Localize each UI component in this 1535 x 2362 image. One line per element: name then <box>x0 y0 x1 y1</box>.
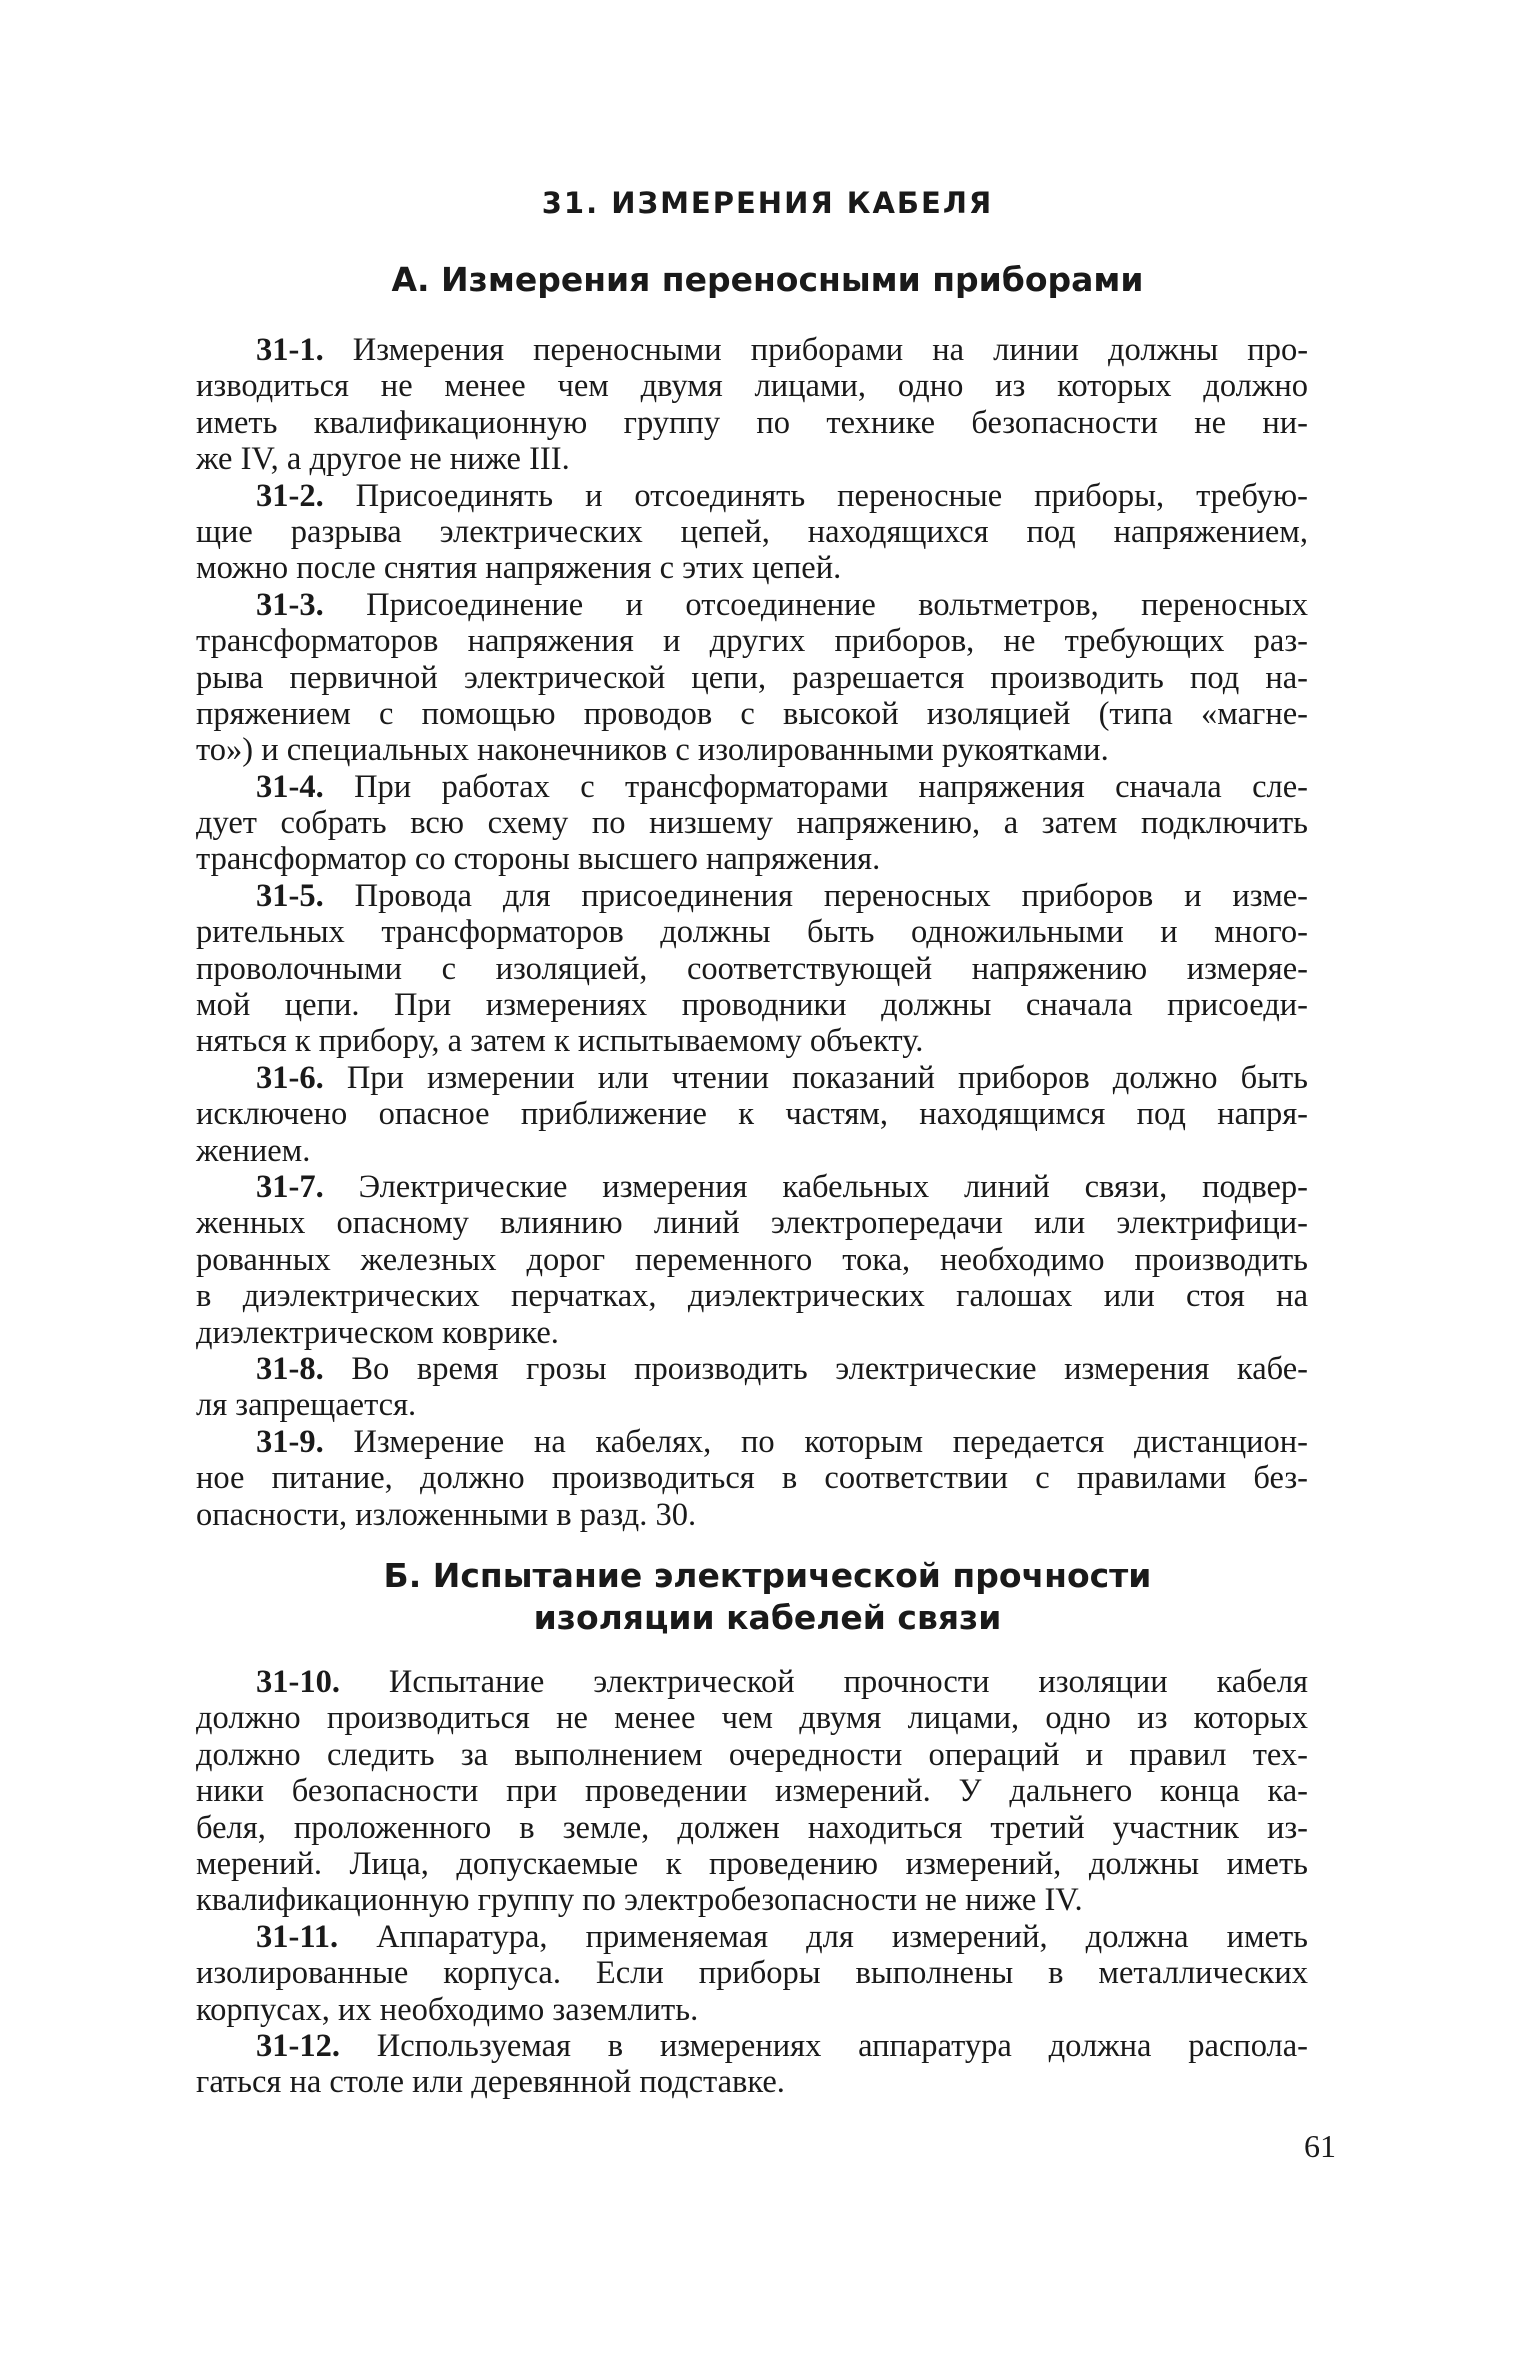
paragraph-first-line <box>196 332 1308 368</box>
paragraph <box>196 769 1308 878</box>
paragraph-line: должно следить за выполнением очередности операций и правил тех- <box>196 1736 1308 1773</box>
paragraph-line: изолированные корпуса. Если приборы выполнены в металлических <box>196 1955 1308 1992</box>
paragraph <box>196 1351 1308 1424</box>
subsection-a-title: А. Измерения переносными приборами <box>391 260 1144 299</box>
section-title: 31. ИЗМЕРЕНИЯ КАБЕЛЯ <box>541 186 994 220</box>
subsection-b-title-line2: изоляции кабелей связи <box>533 1598 1002 1637</box>
paragraph-first-line <box>196 1060 1308 1096</box>
paragraph-line-text: Провода для присоединения переносных приборов и изме- <box>354 877 1309 914</box>
paragraph-line: женных опасному влиянию линий электропередачи или электрифици- <box>196 1205 1308 1242</box>
paragraph-line: рительных трансформаторов должны быть одножильными и много- <box>196 914 1308 951</box>
paragraph-number: 31-2. <box>256 477 324 514</box>
paragraph-line: рованных железных дорог переменного тока, необходимо производить <box>196 1241 1308 1278</box>
subsection-a-body <box>196 332 1308 1533</box>
paragraph-first-line <box>196 2028 1308 2064</box>
paragraph-line-text: При работах с трансформаторами напряжения сначала сле- <box>354 768 1308 805</box>
paragraph-number: 31-5. <box>256 877 324 914</box>
paragraph <box>196 1060 1308 1169</box>
paragraph-line: то») и специальных наконечников с изолированными рукоятками. <box>196 732 1109 769</box>
paragraph-line: беля, проложенного в земле, должен находиться третий участник из- <box>196 1809 1308 1846</box>
paragraph-line: рыва первичной электрической цепи, разрешается производить под на- <box>196 659 1308 696</box>
paragraph-line: мой цепи. При измерениях проводники должны сначала присоеди- <box>196 987 1308 1024</box>
paragraph <box>196 587 1308 769</box>
paragraph-line-text: Присоединять и отсоединять переносные приборы, требую- <box>355 477 1309 514</box>
paragraph-first-line <box>196 1351 1308 1387</box>
paragraph-line-text: Электрические измерения кабельных линий связи, подвер- <box>358 1168 1308 1205</box>
paragraph-first-line <box>196 1424 1308 1460</box>
paragraph-line-text: Измерения переносными приборами на линии должны про- <box>352 332 1309 368</box>
paragraph-line: трансформаторов напряжения и других приборов, не требующих раз- <box>196 623 1308 660</box>
paragraph <box>196 878 1308 1060</box>
paragraph <box>196 332 1308 478</box>
paragraph-line: корпусах, их необходимо заземлить. <box>196 1991 699 2028</box>
paragraph-line: пряжением с помощью проводов с высокой изоляцией (типа «магне- <box>196 695 1308 732</box>
paragraph-line: же IV, а другое не ниже III. <box>196 441 570 478</box>
paragraph-number: 31-4. <box>256 768 324 805</box>
paragraph-line: изводиться не менее чем двумя лицами, одно из которых должно <box>196 368 1308 405</box>
paragraph-line-text: Во время грозы производить электрические измерения кабе- <box>351 1350 1309 1387</box>
paragraph <box>196 1919 1308 2028</box>
paragraph-number: 31-8. <box>256 1350 324 1387</box>
subsection-b-body <box>196 1664 1308 2101</box>
paragraph-line-text: Присоединение и отсоединение вольтметров, переносных <box>366 586 1308 623</box>
paragraph <box>196 1424 1308 1533</box>
paragraph-line-text: Испытание электрической прочности изоляции кабеля <box>388 1664 1308 1700</box>
paragraph-number: 31-11. <box>256 1918 339 1955</box>
paragraph <box>196 478 1308 587</box>
paragraph-number: 31-10. <box>256 1664 340 1700</box>
page-number: 61 <box>1304 2128 1336 2164</box>
paragraph-line: ники безопасности при проведении измерений. У дальнего конца ка- <box>196 1773 1308 1810</box>
subsection-b-title-line1: Б. Испытание электрической прочности <box>383 1556 1152 1595</box>
paragraph-line: квалификационную группу по электробезопасности не ниже IV. <box>196 1882 1083 1919</box>
paragraph-line: щие разрыва электрических цепей, находящихся под напряжением, <box>196 513 1308 550</box>
paragraph-line-text: Измерение на кабелях, по которым передается дистанцион- <box>353 1423 1308 1460</box>
paragraph-line: в диэлектрических перчатках, диэлектрических галошах или стоя на <box>196 1278 1308 1315</box>
paragraph-line: иметь квалификационную группу по технике безопасности не ни- <box>196 404 1308 441</box>
paragraph-first-line <box>196 769 1308 805</box>
paragraph-line: дует собрать всю схему по низшему напряжению, а затем подключить <box>196 805 1308 842</box>
paragraph-line-text: Аппаратура, применяемая для измерений, должна иметь <box>376 1918 1308 1955</box>
paragraph-line: мерений. Лица, допускаемые к проведению измерений, должны иметь <box>196 1845 1308 1882</box>
paragraph-line: ное питание, должно производиться в соответствии с правилами без- <box>196 1460 1308 1497</box>
paragraph-number: 31-9. <box>256 1423 324 1460</box>
paragraph-first-line <box>196 878 1308 914</box>
paragraph-first-line <box>196 1919 1308 1955</box>
paragraph-number: 31-6. <box>256 1059 324 1096</box>
paragraph <box>196 2028 1308 2101</box>
paragraph-line: жением. <box>196 1132 311 1169</box>
paragraph-line: трансформатор со стороны высшего напряжения. <box>196 841 881 878</box>
paragraph-number: 31-1. <box>256 332 324 368</box>
paragraph-line: можно после снятия напряжения с этих цепей. <box>196 550 842 587</box>
paragraph-line: проволочными с изоляцией, соответствующей напряжению измеряе- <box>196 950 1308 987</box>
paragraph-line: няться к прибору, а затем к испытываемому объекту. <box>196 1023 924 1060</box>
paragraph-line-text: При измерении или чтении показаний приборов должно быть <box>346 1059 1308 1096</box>
paragraph-number: 31-7. <box>256 1168 324 1205</box>
paragraph-number: 31-3. <box>256 586 324 623</box>
paragraph-line: диэлектрическом коврике. <box>196 1314 559 1351</box>
paragraph-line: гаться на столе или деревянной подставке. <box>196 2064 785 2101</box>
paragraph-first-line <box>196 1664 1308 1700</box>
paragraph-line: ля запрещается. <box>196 1387 417 1424</box>
paragraph-line: опасности, изложенными в разд. 30. <box>196 1496 697 1533</box>
paragraph-line: исключено опасное приближение к частям, находящимся под напря- <box>196 1096 1308 1133</box>
paragraph-first-line <box>196 478 1308 514</box>
paragraph-first-line <box>196 1169 1308 1205</box>
paragraph <box>196 1664 1308 1919</box>
paragraph-line-text: Используемая в измерениях аппаратура должна распола- <box>376 2027 1309 2064</box>
subsection-b-title <box>0 1555 1535 1639</box>
paragraph-first-line <box>196 587 1308 623</box>
paragraph <box>196 1169 1308 1351</box>
paragraph-line: должно производиться не менее чем двумя лицами, одно из которых <box>196 1700 1308 1737</box>
paragraph-number: 31-12. <box>256 2027 340 2064</box>
